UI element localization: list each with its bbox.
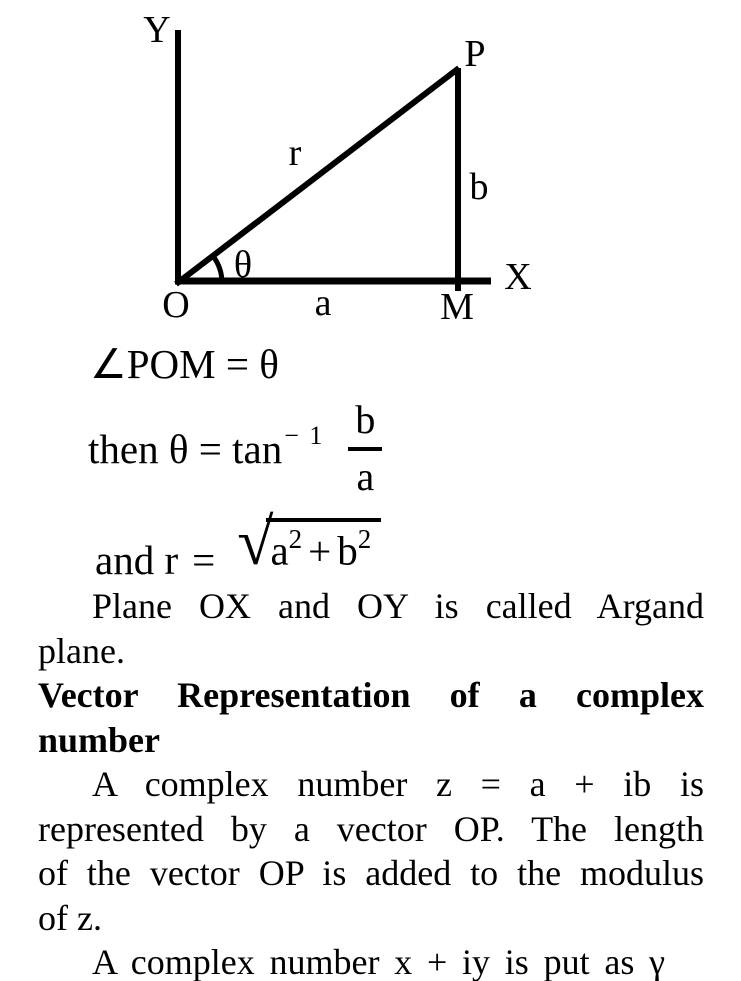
equation-theta-arctan [88,398,382,500]
radicand-b-exponent: 2 [357,524,372,554]
label-point-m: M [440,286,474,328]
text-line: A complex number z = a + ib is [92,764,704,804]
text-line: represented by a vector OP. The length [38,808,704,849]
equation-angle-pom [90,340,279,388]
label-point-p: P [464,33,486,75]
argand-plane-diagram [0,0,741,340]
plus-sign: + [308,527,332,574]
fraction-b-over-a [348,398,382,500]
section-heading-line: Vector Representation of a complex [38,675,704,715]
equation-modulus-r [95,506,381,584]
fraction-numerator: b [348,398,382,451]
label-y-axis: Y [143,9,171,51]
radicand [266,518,381,575]
section-heading-line: number [38,719,161,760]
radicand-b: b [337,527,358,574]
text-line: A complex number x + iy is put as γ [92,942,665,981]
angle-statement-text: ∠POM = θ [90,341,279,387]
text-line: Plane OX and OY is called Argand [92,586,704,626]
radicand-a: a [270,527,289,574]
text-line: of z. [38,897,102,938]
r-equation-prefix: and r [95,537,179,583]
square-root-expression [237,506,381,584]
label-origin: O [162,284,190,326]
vector-op-line [176,68,459,284]
label-side-r: r [288,132,302,174]
text-line: plane. [38,630,125,671]
radicand-a-exponent: 2 [288,524,303,554]
equals-sign: = [192,537,216,583]
radical-sign: √ [237,506,274,579]
theta-prefix-text: then θ = tan [88,425,283,472]
label-side-b: b [469,166,489,208]
tan-inverse-exponent: − 1 [284,421,325,451]
body-text-block [38,584,704,981]
label-x-axis: X [504,256,532,298]
label-side-a: a [314,282,332,324]
label-angle-theta: θ [233,244,253,286]
text-line: of the vector OP is added to the modulus [38,853,704,893]
fraction-denominator: a [356,453,375,499]
theta-equation-prefix [88,421,325,473]
